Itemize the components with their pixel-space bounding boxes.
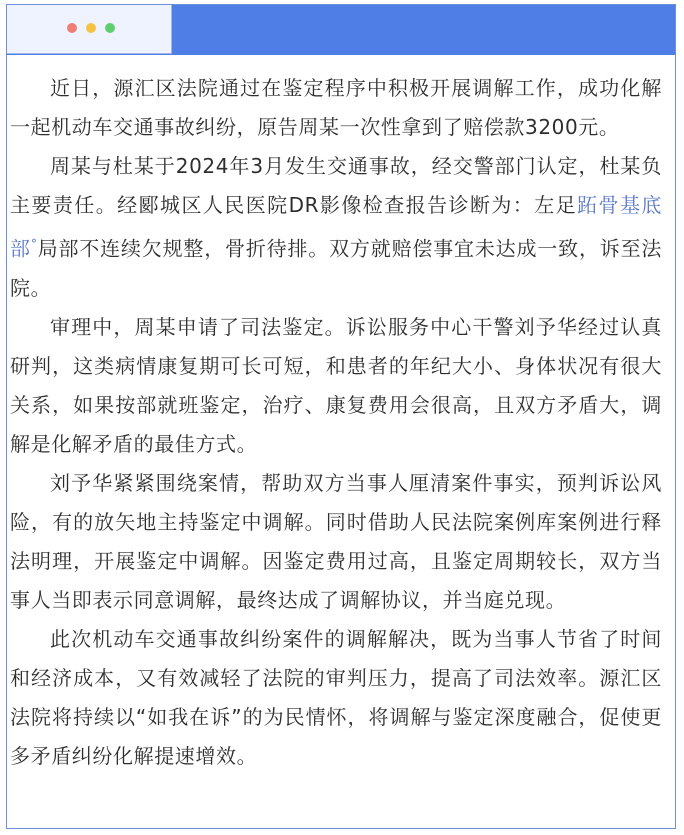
article-body bbox=[10, 69, 662, 776]
search-marker-icon[interactable]: ° bbox=[30, 237, 38, 251]
paragraph-1: 近日，源汇区法院通过在鉴定程序中积极开展调解工作，成功化解一起机动车交通事故纠纷，原告周某一次性拿到了赔偿款3200元。 bbox=[10, 76, 662, 139]
yellow-dot-icon bbox=[86, 23, 96, 33]
window-tab bbox=[7, 5, 172, 54]
paragraph-4: 刘予华紧紧围绕案情，帮助双方当事人厘清案件事实，预判诉讼风险，有的放矢地主持鉴定中调解。同时借助人民法院案例库案例进行释法明理，开展鉴定中调解。因鉴定费用过高，且鉴定周期较长，双方当事人当即表示同意调解，最终达成了调解协议，并当庭兑现。 bbox=[10, 470, 662, 612]
paragraph-2-text-before: 周某与杜某于2024年3月发生交通事故，经交警部门认定，杜某负主要责任。经郾城区人民医院DR影像检查报告诊断为：左足 bbox=[10, 154, 662, 217]
paragraph-5: 此次机动车交通事故纠纷案件的调解解决，既为当事人节省了时间和经济成本，又有效减轻了法院的审判压力，提高了司法效率。源汇区法院将持续以“如我在诉”的为民情怀，将调解与鉴定深度融合，促使更多矛盾纠纷化解提速增效。 bbox=[10, 626, 662, 768]
paragraph-2 bbox=[10, 147, 662, 308]
medical-term-link[interactable]: 跖骨基底部 bbox=[10, 193, 663, 261]
paragraph-2-text-after: 局部不连续欠规整，骨折待排。双方就赔偿事宜未达成一致，诉至法院。 bbox=[10, 236, 662, 300]
green-dot-icon bbox=[105, 23, 115, 33]
header-bar bbox=[7, 5, 675, 55]
paragraph-3: 审理中，周某申请了司法鉴定。诉讼服务中心干警刘予华经过认真研判，这类病情康复期可长可短，和患者的年纪大小、身体状况有很大关系，如果按部就班鉴定，治疗、康复费用会很高，且双方矛盾大，调解是化解矛盾的最佳方式。 bbox=[10, 314, 662, 456]
red-dot-icon bbox=[67, 23, 77, 33]
